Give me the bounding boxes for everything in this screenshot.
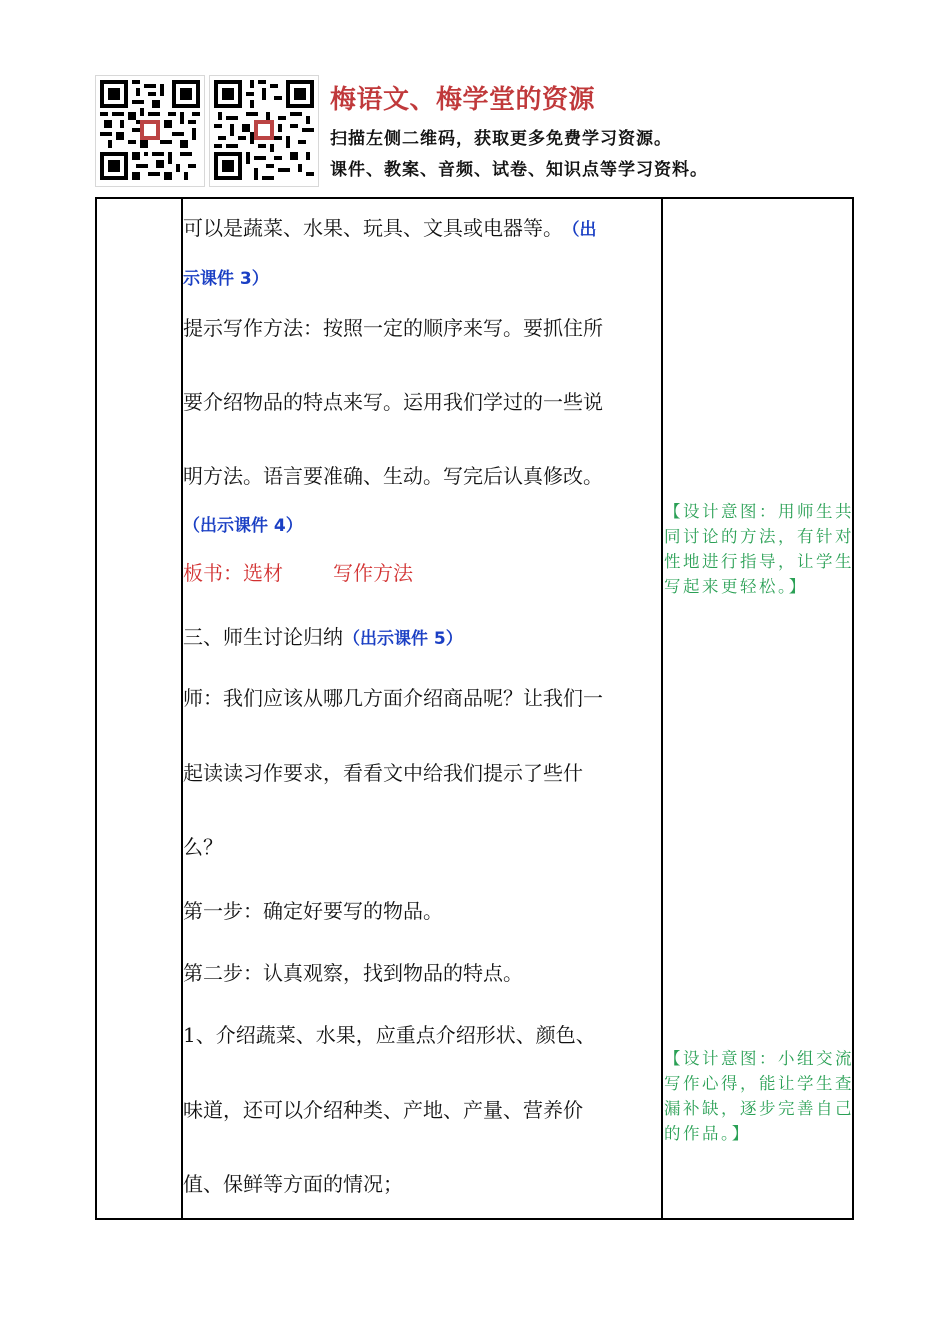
courseware-ref: （出 — [571, 220, 597, 240]
qr-code-1 — [95, 75, 205, 187]
text-line: 味道，还可以介绍种类、产地、产量、营养价 — [183, 1098, 583, 1122]
text-line: 第二步：认真观察，找到物品的特点。 — [183, 961, 523, 985]
text-line: 1、介绍蔬菜、水果，应重点介绍形状、颜色、 — [183, 1023, 596, 1047]
brand-title: 梅语文、梅学堂的资源 — [330, 85, 596, 115]
text-line: 值、保鲜等方面的情况； — [183, 1172, 403, 1196]
text-line: 起读读习作要求，看看文中给我们提示了些什 — [183, 761, 583, 785]
text-line: 师：我们应该从哪几方面介绍商品呢？让我们一 — [183, 686, 603, 710]
table-divider-right — [661, 199, 663, 1218]
courseware-ref: （出示课件 5） — [343, 629, 463, 649]
text-line: 提示写作方法：按照一定的顺序来写。要抓住所 — [183, 316, 603, 340]
board-item: 写作方法 — [333, 561, 413, 585]
page-header — [95, 75, 855, 190]
text-line: 要介绍物品的特点来写。运用我们学过的一些说 — [183, 390, 603, 414]
design-note-2: 【设计意图：小组交流写作心得，能让学生查漏补缺，逐步完善自己的作品。】 — [664, 1049, 854, 1143]
design-note-1: 【设计意图：用师生共同讨论的方法，有针对性地进行指导，让学生写起来更轻松。】 — [664, 502, 854, 596]
header-tagline-1: 扫描左侧二维码，获取更多免费学习资源。 — [330, 129, 672, 149]
text-line: 第一步：确定好要写的物品。 — [183, 899, 443, 923]
text-line: 明方法。语言要准确、生动。写完后认真修改。 — [183, 464, 603, 488]
text-line: 么？ — [183, 835, 223, 859]
text-line — [183, 212, 597, 241]
qr-code-2 — [209, 75, 319, 187]
courseware-ref: 示课件 3） — [183, 269, 269, 289]
header-tagline-2: 课件、教案、音频、试卷、知识点等学习资料。 — [330, 160, 708, 180]
qr-code-icon — [100, 80, 200, 180]
text-line-body: 可以是蔬菜、水果、玩具、文具或电器等。 — [183, 216, 563, 240]
qr-code-icon — [214, 80, 314, 180]
board-label: 板书：选材 — [183, 561, 283, 585]
board-writing — [183, 557, 413, 586]
section-heading — [183, 621, 463, 650]
courseware-ref: （出示课件 4） — [183, 516, 303, 536]
section-heading-text: 三、师生讨论归纳 — [183, 625, 343, 649]
